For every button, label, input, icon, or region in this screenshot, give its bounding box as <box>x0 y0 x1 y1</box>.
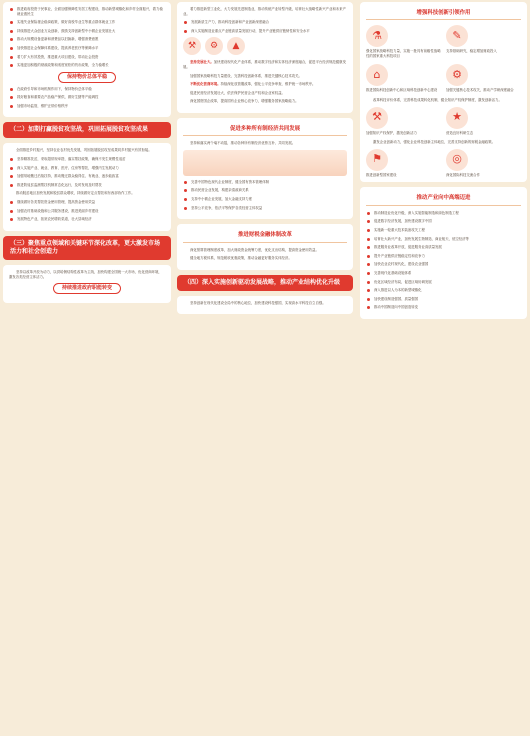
factory-icon: ⚒ <box>366 107 388 129</box>
chart-icon: ▲ <box>227 37 245 55</box>
section-heading-fiscal: 推进财税金融体制改革 <box>183 232 347 242</box>
list-item: 继续做好各类帮扶资金使用管理，提高资金使用效益 <box>9 200 165 205</box>
paragraph <box>183 82 347 87</box>
list-item: 优化区域经济布局，促进区域协调发展 <box>366 280 521 285</box>
grid-cell <box>366 107 441 136</box>
paragraph: 坚持创新在现代化建设全局中的核心地位，加快建设科技强国，实现高水平科技自立自强。 <box>190 300 326 305</box>
grid-cell <box>366 149 441 178</box>
grid-cell <box>366 25 441 58</box>
list-item: 深入推进以人为本的新型城镇化 <box>366 288 521 293</box>
heading-pill: 保持物价总体平稳 <box>58 72 116 83</box>
top-item-list <box>9 7 165 68</box>
grid-text: 营造良好科研生态 <box>446 130 474 135</box>
list-item: 支持中小微企业发展，加大金融支持力度 <box>183 197 347 202</box>
list-item: 实施更加积极的财政政策和适度宽松的货币政策，全力稳增长 <box>9 63 165 68</box>
paragraph <box>183 60 347 69</box>
building-icon: ⌂ <box>366 64 388 86</box>
list-item: 发展新质生产力，推动科技创新和产业创新深度融合 <box>183 20 347 25</box>
paragraph: 促进民营经济发展壮大，依法保护民营企业产权和企业家权益。 <box>190 90 285 95</box>
grid-cell <box>446 25 521 58</box>
list-item: 完善中国特色现代企业制度，健全国有资本管理体制 <box>183 180 347 185</box>
grid-cell <box>446 149 521 178</box>
column-middle <box>177 2 353 734</box>
grid-cell <box>446 64 521 93</box>
medal-icon: ★ <box>446 107 468 129</box>
grid-cell <box>446 107 521 136</box>
poverty-item-list <box>9 157 165 187</box>
list-item: 坚持公平竞争，依法平等保护各类经营主体权益 <box>183 206 347 211</box>
panel-industry <box>177 2 353 113</box>
flask-icon: ⚗ <box>366 25 388 47</box>
panel-employment <box>3 2 171 117</box>
chip-icon: ⚙ <box>446 64 468 86</box>
ownership-item-list <box>183 180 347 210</box>
list-item: 发展特色产业，拓宽农民增收渠道，壮大县域经济 <box>9 217 165 222</box>
icon-strip <box>183 37 347 55</box>
section-heading-ownership: 促进多种所有制经济共同发展 <box>183 126 347 136</box>
list-item: 加快农业农村现代化，建设农业强国 <box>366 262 521 267</box>
paragraph-lead: 坚持发展壮大。 <box>190 60 214 65</box>
list-item: 着力扩大有效投资，推进重大项目建设，带动社会投资 <box>9 55 165 60</box>
list-item: 实施新一轮重大技术装备攻关工程 <box>366 228 521 233</box>
list-item: 推动制造业优化升级，深入实施智能制造和绿色制造工程 <box>366 211 521 216</box>
tail-item-list <box>366 271 521 310</box>
paragraph: 深化预算管理制度改革，加大财政资金统筹力度，优化支出结构，提高资金使用效益。 <box>190 247 319 252</box>
paragraph: 坚持以改革开放为动力，以供给侧结构性改革为主线，加快构建全国统一大市场，优化营商环境，激发各类经营主体活力。 <box>9 269 162 279</box>
list-item: 推进防返贫监测帮扶机制常态化运行，及时发现及时帮扶 <box>9 183 165 188</box>
paragraph: 激发企业创新动力，强化企业科技创新主体地位，完善支持创新的财税金融政策。 <box>373 140 496 145</box>
list-item: 深入实施产业、就业、教育、医疗、住房等帮扶，增强内生发展动力 <box>9 166 165 171</box>
list-item: 加强农村基础设施和公共服务建设，推进美丽乡村建设 <box>9 209 165 214</box>
gear-icon: ⚙ <box>205 37 223 55</box>
grid-text: 加强知识产权保护，激发创新活力 <box>366 130 417 135</box>
paragraph: 加强国家战略科技力量建设，完善科技创新体系，推进关键核心技术攻关。 <box>190 73 302 78</box>
factory-icon: ⚒ <box>183 37 201 55</box>
paragraph: 着力推进新型工业化，大力发展先进制造业，推动传统产业转型升级，培育壮大战略性新兴产业和未来产业。 <box>183 7 346 16</box>
list-item: 加快建设制造强国、质量强国 <box>366 297 521 302</box>
list-item: 促进数字经济发展，加快建设数字中国 <box>366 219 521 224</box>
list-item: 加强易地搬迁后续扶持，推动搬迁群众稳得住、有就业、逐步能致富 <box>9 174 165 179</box>
paragraph: 健全地方税体系，规范税收优惠政策，推动金融更好服务实体经济。 <box>190 256 292 261</box>
column-left <box>3 2 171 734</box>
paragraph: 深化国资国企改革，提高国有企业核心竞争力，增强服务国家战略能力。 <box>190 99 299 104</box>
column-right <box>360 2 527 734</box>
grid-text: 支持基础研究，稳定增加财政投入 <box>446 49 497 54</box>
heading-pill: 持续推进政府职能转变 <box>53 283 121 294</box>
list-item: 推动大规模设备更新和消费品以旧换新，增强消费意愿 <box>9 37 165 42</box>
section-banner-4: （四）深入实施创新驱动发展战略，推动产业结构优化升级 <box>177 275 353 291</box>
list-item: 加强市场监管，维护正常价格秩序 <box>9 104 165 109</box>
paragraph-body: 加快建设现代化产业体系，推动数字经济和实体经济深度融合，促进平台经济规范健康发展。 <box>183 60 346 69</box>
industry-item-list <box>183 20 347 33</box>
paragraph-body: 持续深化放管服改革，强化公平竞争审查，维护统一市场秩序。 <box>220 82 316 87</box>
list-item: 推动民营企业发展，构建亲清政商关系 <box>183 188 347 193</box>
list-item: 抓好粮食和重要农产品稳产保供，做好生猪等产能调控 <box>9 95 165 100</box>
list-item: 培育壮大新兴产业，加快发展生物制造、商业航天、低空经济等 <box>366 237 521 242</box>
grid-cell <box>366 64 441 93</box>
paragraph: 改革科技评价体系，完善科技成果转化机制，健全知识产权保护制度，激发创新活力。 <box>373 98 502 103</box>
book-icon: ✎ <box>446 25 468 47</box>
paragraph-lead: 不断优化营商环境。 <box>190 82 221 87</box>
poverty-item-list-2 <box>9 200 165 222</box>
grid-text: 推进国际科技创新中心和区域科技创新中心建设 <box>366 88 438 93</box>
list-item: 实施失业保险援企稳岗政策，做好高校毕业生等重点群体就业工作 <box>9 20 165 25</box>
panel-science <box>360 2 527 182</box>
science-grid <box>366 25 521 93</box>
list-item: 推进服务业改革开放，促进服务业高质量发展 <box>366 245 521 250</box>
list-item: 推动中国制造向中国创造转变 <box>366 305 521 310</box>
panel-ownership <box>177 118 353 219</box>
manufacturing-item-list <box>366 211 521 267</box>
list-item: 在政府引导和市场机制作用下，保持物价总体平稳 <box>9 87 165 92</box>
list-item: 加快推进社会保障体系建设，提高养老医疗等保障水平 <box>9 46 165 51</box>
grid-text: 强化国家战略科技力量，实施一批具有前瞻性战略性的国家重大科技项目 <box>366 49 441 58</box>
paragraph: 坚持和落实两个毫不动摇，推动各种所有制经济优势互补、共同发展。 <box>190 141 296 146</box>
science-grid-3 <box>366 149 521 178</box>
list-item: 推进政府投资于民事业，全面加强保障性安居工程建设，推动新型城镇化和乡村全面振兴，着力稳就业惠民生 <box>9 7 165 16</box>
section-banner-3: （三）聚焦重点领域和关键环节深化改革，更大激发市场活力和社会创造力 <box>3 236 171 260</box>
panel-poverty <box>3 143 171 230</box>
paragraph: 全面推进乡村振兴，坚持农业农村优先发展，巩固拓展脱贫攻坚成果同乡村振兴有效衔接。 <box>16 148 152 153</box>
flag-icon: ⚑ <box>366 149 388 171</box>
list-item: 持续推进大众创业万众创新，鼓励支持创新型中小微企业发展壮大 <box>9 29 165 34</box>
list-item: 完善现代化基础设施体系 <box>366 271 521 276</box>
section-heading-science: 增强科技创新引领作用 <box>366 10 521 20</box>
section-heading-prices <box>9 72 165 83</box>
list-item: 坚持精准扶贫，采取超常规举措，落实帮扶政策，确保不发生规模性返贫 <box>9 157 165 162</box>
section-banner-2: （二）加期打赢脱贫攻坚战，巩固拓展脱贫攻坚成果 <box>3 122 171 138</box>
grid-text: 加强关键核心技术攻关，推动产学研深度融合 <box>446 88 514 93</box>
price-item-list <box>9 87 165 109</box>
list-item: 深入实施制造业重点产业链高质量发展行动，提升产业链供应链韧性和安全水平 <box>183 29 347 34</box>
grid-text: 深化国际科技交流合作 <box>446 172 480 177</box>
list-item: 提升产业链供应链稳定性和竞争力 <box>366 254 521 259</box>
panel-innovation <box>177 296 353 315</box>
section-heading-government <box>9 283 165 294</box>
science-grid-2 <box>366 107 521 136</box>
panel-manufacturing <box>360 187 527 318</box>
panel-reform <box>3 265 171 303</box>
globe-icon: ◎ <box>446 149 468 171</box>
paragraph: 推动脱贫地区加快发展和脱贫群众增收，持续做好定点帮扶和东西部协作工作。 <box>16 191 135 196</box>
section-heading-manufacturing: 推动产业向中高端迈进 <box>366 195 521 205</box>
grid-text: 推进创新型国家建设 <box>366 172 397 177</box>
panel-fiscal <box>177 224 353 269</box>
illustration <box>183 150 347 176</box>
